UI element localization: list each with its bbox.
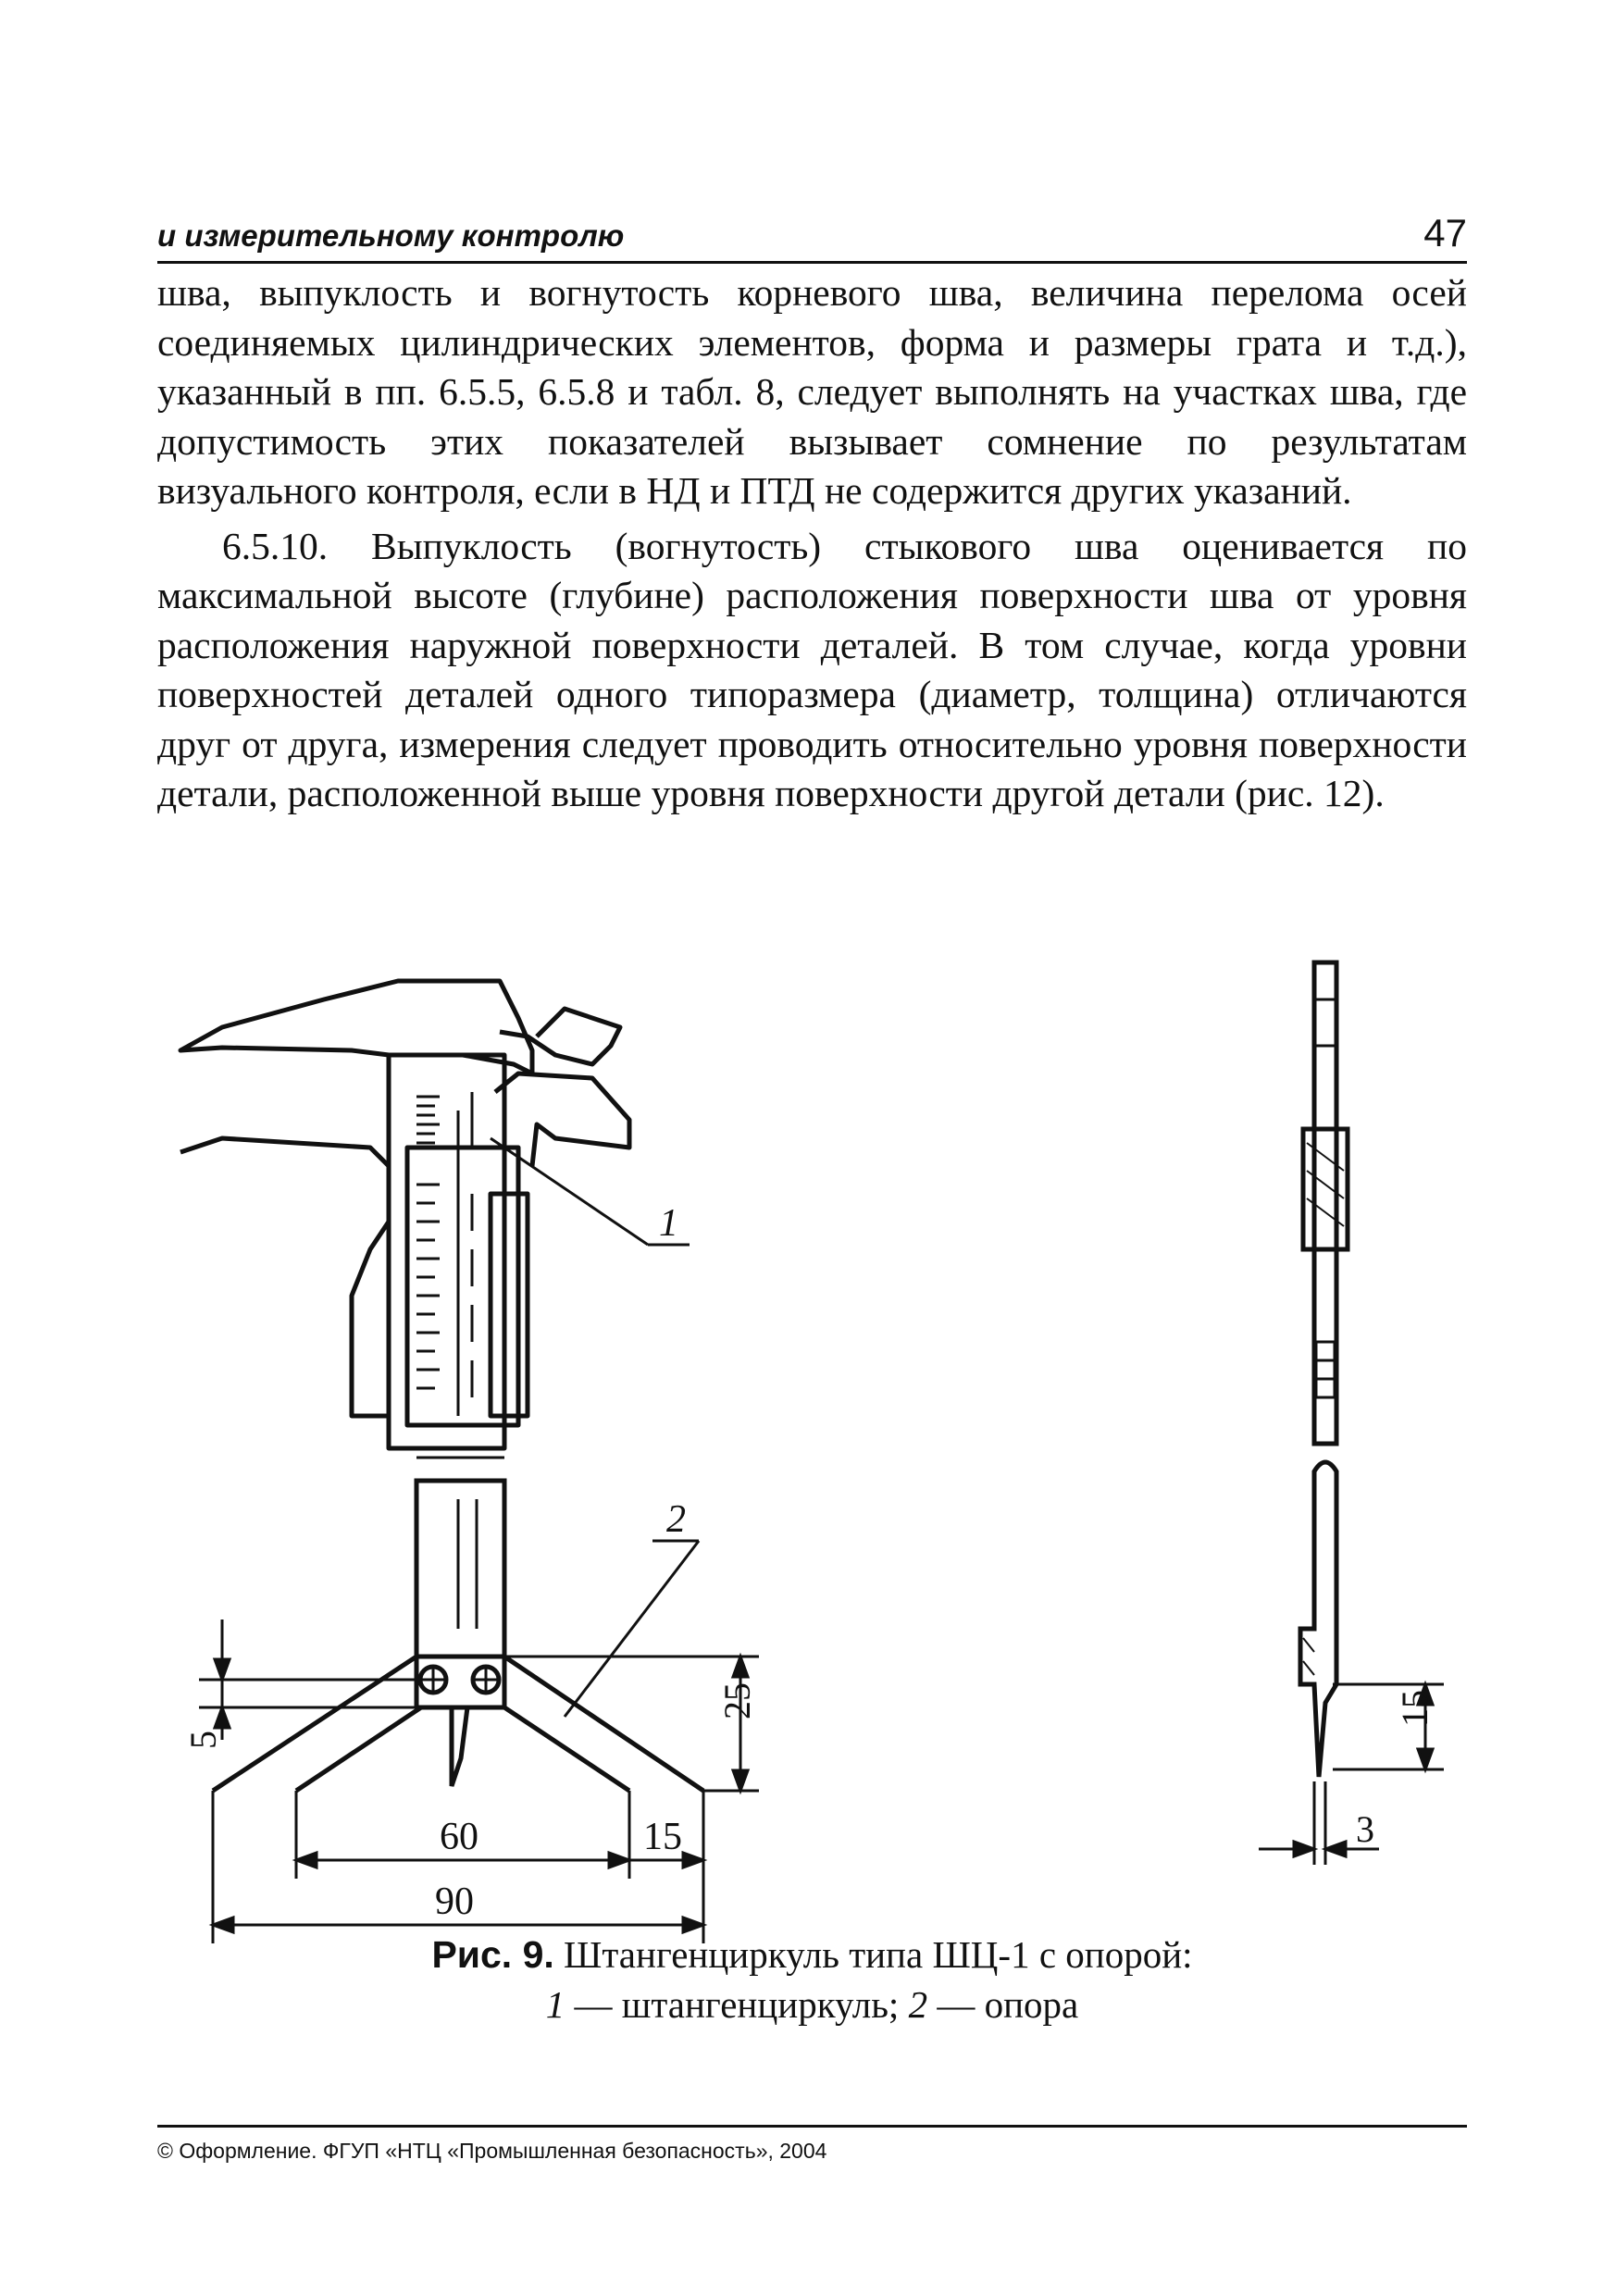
depth-bar [491,1194,528,1416]
caption-line-1 [157,1930,1467,1980]
lower-jaw [180,1138,389,1416]
caption-label: Рис. 9. [431,1933,554,1976]
caption-title: Штангенциркуль типа ШЦ-1 с опорой: [564,1933,1193,1976]
page-number: 47 [1423,211,1467,254]
figure-caption [157,1930,1467,2029]
copyright-notice: © Оформление. ФГУП «НТЦ «Промышленная безопасность», 2004 [157,2139,827,2163]
paragraph-2: 6.5.10. Выпуклость (вогнутость) стыкового шва оценивается по максимальной высоте (глубине) расположения поверхности шва от уровня расположения наружной поверхности деталей. В том случае, когда уровни поверхностей деталей одного типоразмера (диаметр, толщина) отличаются друг от друга, измерения следует проводить относительно уровня поверхности детали, расположенной выше уровня поверхности другой детали (рис. 12). [157,524,1467,814]
dim-5: 5 [182,1731,224,1749]
vernier-frame [407,1148,518,1425]
dim-60: 60 [440,1816,478,1858]
caption-item-1-num: 1 [545,1983,565,2026]
page-footer [157,2125,1467,2164]
dim-15-side: 15 [1394,1690,1435,1727]
dim-3: 3 [1356,1808,1374,1850]
caption-item-1-text: — штангенциркуль; [574,1983,900,2026]
upper-jaw [180,981,532,1074]
running-title: и измерительному контролю [157,218,625,253]
paragraph-1: шва, выпуклость и вогнутость корневого шва, величина перелома осей соединяемых цилиндрических элементов, форма и размеры грата и т.д.), указанный в пп. 6.5.5, 6.5.8 и табл. 8, следует выполнять на участках шва, где допустимость этих показателей вызывает сомнение по результатам визуального контроля, если в НД и ПТД не содержится других указаний. [157,271,1467,512]
callout-1: 1 [659,1202,678,1245]
caption-line-2 [157,1980,1467,2029]
caption-item-2-text: — опора [937,1983,1079,2026]
dim-15-bottom: 15 [643,1816,682,1858]
dim-25: 25 [716,1682,758,1719]
callout-2: 2 [666,1498,686,1541]
side-view [1300,962,1348,1777]
callout-2-leader [565,1541,699,1717]
beam-lower [416,1481,504,1657]
dim-90: 90 [435,1880,474,1923]
caption-item-2-num: 2 [908,1983,928,2026]
main-scale [416,1092,472,1416]
